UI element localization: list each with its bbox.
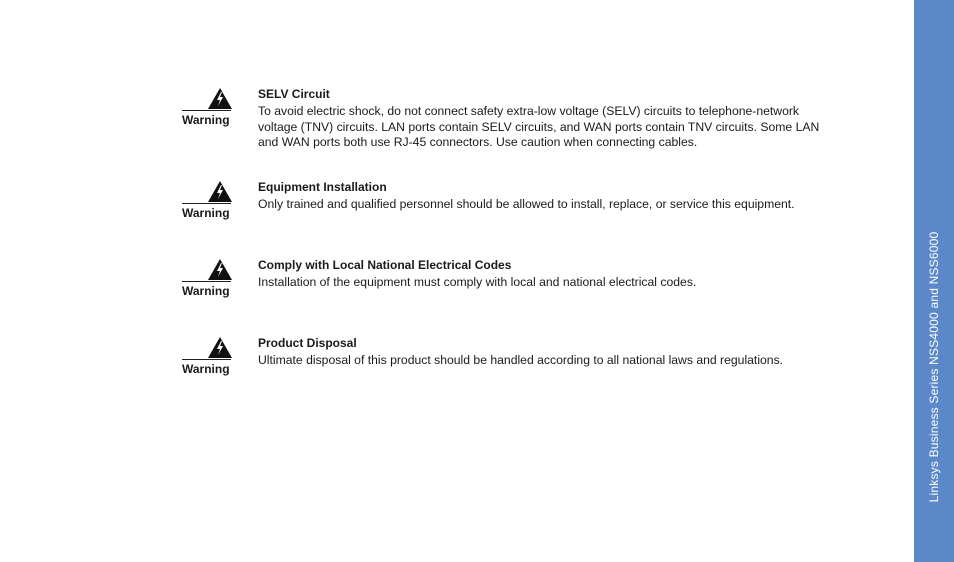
warning-body: Ultimate disposal of this product should be handled according to all national laws and regulations. — [258, 353, 784, 367]
warning-title: SELV Circuit — [258, 87, 330, 101]
warning-label: Warning — [182, 113, 230, 127]
warning-content — [258, 257, 826, 291]
side-band — [914, 0, 954, 562]
side-band-title: Linksys Business Series NSS4000 and NSS6000 — [927, 231, 941, 503]
warning-rule — [182, 281, 231, 282]
warning-triangle-icon — [208, 337, 232, 358]
warning-rule — [182, 359, 231, 360]
warning-label: Warning — [182, 206, 230, 220]
warning-title: Comply with Local National Electrical Codes — [258, 258, 512, 272]
warning-content — [258, 335, 826, 369]
warning-triangle-icon — [208, 259, 232, 280]
warning-body: Only trained and qualified personnel should be allowed to install, replace, or service this equipment. — [258, 197, 795, 211]
warning-content — [258, 86, 826, 151]
warning-rule — [182, 110, 231, 111]
warning-title: Product Disposal — [258, 336, 357, 350]
warning-triangle-icon — [208, 88, 232, 109]
warning-triangle-icon — [208, 181, 232, 202]
warning-body: Installation of the equipment must comply with local and national electrical codes. — [258, 275, 697, 289]
warning-rule — [182, 203, 231, 204]
warning-title: Equipment Installation — [258, 180, 387, 194]
warning-label: Warning — [182, 284, 230, 298]
warning-body: To avoid electric shock, do not connect safety extra-low voltage (SELV) circuits to telephone-network voltage (TNV) circuits. LAN ports contain SELV circuits, and WAN ports contain TNV circuits. Some LAN and WAN ports both use RJ-45 connectors. Use caution when connecting cables. — [258, 104, 820, 149]
warning-content — [258, 179, 826, 213]
warning-label: Warning — [182, 362, 230, 376]
